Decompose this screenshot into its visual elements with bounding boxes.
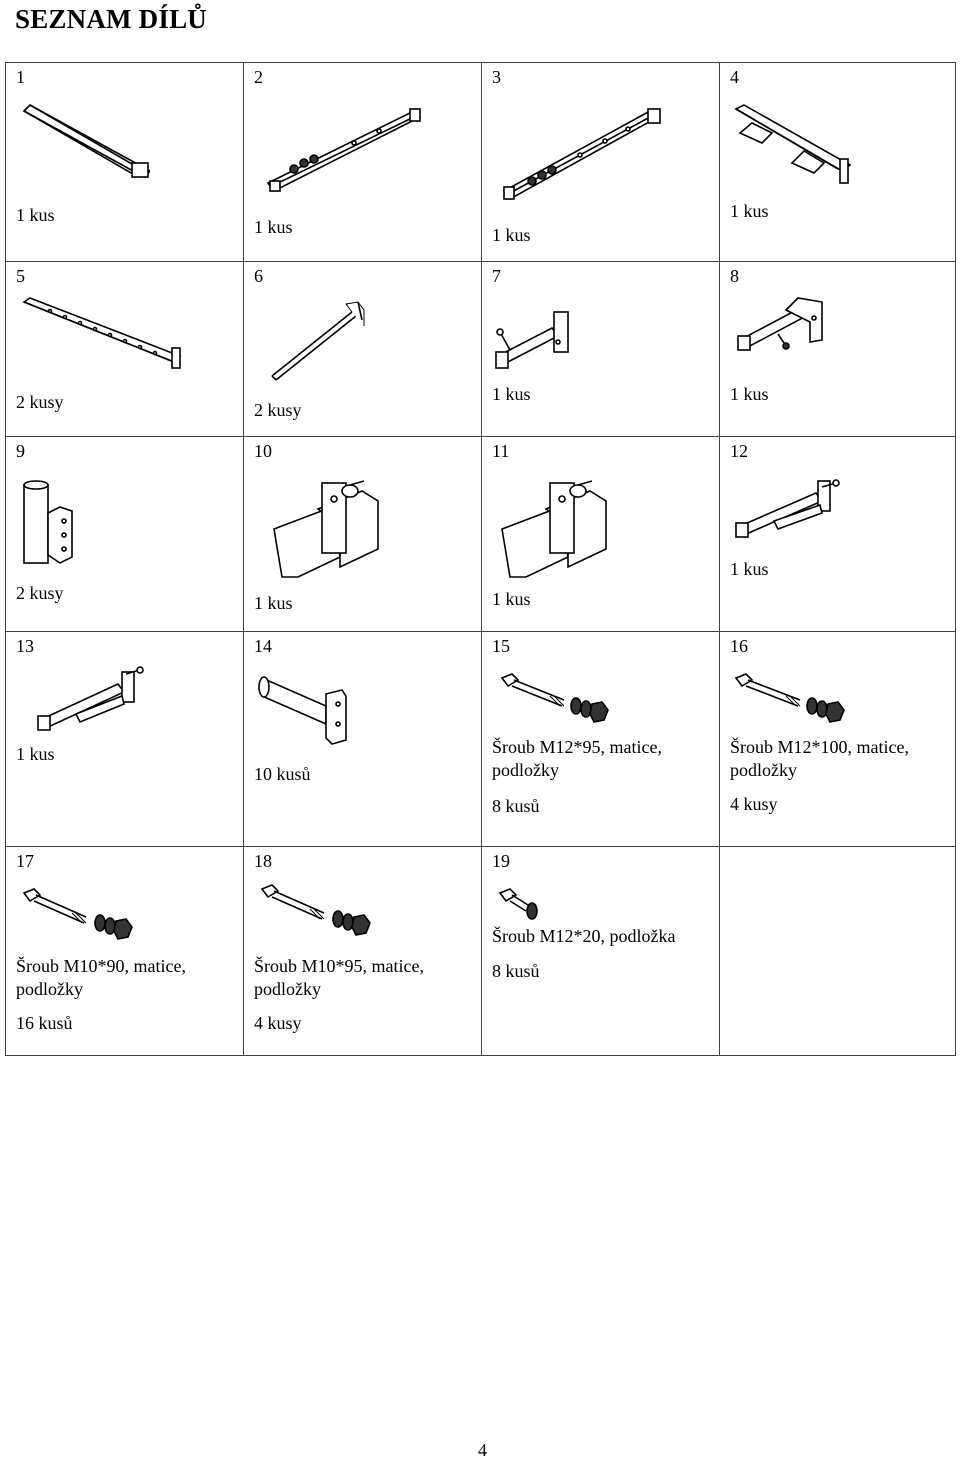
part-quantity: 1 kus xyxy=(730,384,769,404)
part-number: 6 xyxy=(254,266,263,286)
part-cell-14 xyxy=(244,632,482,847)
part-quantity: 2 kusy xyxy=(16,583,64,603)
short-bolt-icon xyxy=(496,885,546,925)
part-number: 7 xyxy=(492,266,501,286)
part-cell-6 xyxy=(244,262,482,437)
part-cell-18 xyxy=(244,847,482,1056)
bolt-set-icon xyxy=(258,881,378,941)
page-title: SEZNAM DÍLŮ xyxy=(15,4,207,34)
part-cell-8 xyxy=(720,262,956,437)
part-number: 12 xyxy=(730,441,748,461)
part-description: Šroub M10*95, matice, podložky xyxy=(254,956,424,999)
part-number: 10 xyxy=(254,441,272,461)
part-quantity: 1 kus xyxy=(16,205,55,225)
part-quantity: 1 kus xyxy=(254,593,293,613)
long-rod-icon xyxy=(266,298,371,383)
part-quantity: 1 kus xyxy=(254,217,293,237)
pad-holder-icon xyxy=(496,477,621,587)
part-number: 16 xyxy=(730,636,748,656)
part-quantity: 8 kusů xyxy=(492,796,540,816)
bracket-arm-icon xyxy=(734,294,829,359)
bracket-arm-icon xyxy=(492,302,587,377)
part-number: 1 xyxy=(16,67,25,87)
part-quantity: 1 kus xyxy=(730,201,769,221)
part-quantity: 2 kusy xyxy=(254,400,302,420)
part-cell-16 xyxy=(720,632,956,847)
pad-holder-icon xyxy=(268,477,393,587)
part-quantity: 8 kusů xyxy=(492,961,540,981)
perforated-upright-icon xyxy=(20,296,185,371)
part-cell-5 xyxy=(6,262,244,437)
part-quantity: 1 kus xyxy=(730,559,769,579)
crossbar-with-handles-icon xyxy=(732,103,852,188)
part-quantity: 4 kusy xyxy=(254,1013,302,1033)
part-cell-15 xyxy=(482,632,720,847)
part-number: 5 xyxy=(16,266,25,286)
part-number: 17 xyxy=(16,851,34,871)
part-number: 15 xyxy=(492,636,510,656)
part-cell-17 xyxy=(6,847,244,1056)
part-number: 8 xyxy=(730,266,739,286)
arm-with-handle-icon xyxy=(34,666,149,736)
bolt-set-icon xyxy=(732,670,852,725)
arm-with-handle-icon xyxy=(732,477,847,542)
part-quantity: 1 kus xyxy=(16,744,55,764)
part-cell-13 xyxy=(6,632,244,847)
part-cell-19 xyxy=(482,847,720,1056)
part-cell-4 xyxy=(720,63,956,262)
part-number: 13 xyxy=(16,636,34,656)
bolt-set-icon xyxy=(20,885,140,945)
part-description: Šroub M12*95, matice, podložky xyxy=(492,737,662,780)
empty-cell xyxy=(720,847,956,1056)
part-description: Šroub M12*20, podložka xyxy=(492,926,676,946)
part-quantity: 2 kusy xyxy=(16,392,64,412)
part-cell-1 xyxy=(6,63,244,262)
parts-table xyxy=(5,62,956,1056)
part-number: 19 xyxy=(492,851,510,871)
part-quantity: 4 kusy xyxy=(730,794,778,814)
part-cell-12 xyxy=(720,437,956,632)
crossbar-with-bolts-icon xyxy=(500,103,665,208)
sleeve-with-plate-icon xyxy=(20,479,80,567)
part-quantity: 10 kusů xyxy=(254,764,311,784)
weight-post-icon xyxy=(256,668,351,748)
part-cell-10 xyxy=(244,437,482,632)
part-cell-2 xyxy=(244,63,482,262)
part-cell-7 xyxy=(482,262,720,437)
part-quantity: 16 kusů xyxy=(16,1013,73,1033)
page-number: 4 xyxy=(478,1440,487,1460)
straight-tube-icon xyxy=(20,101,150,181)
part-cell-11 xyxy=(482,437,720,632)
part-number: 11 xyxy=(492,441,510,461)
bolt-set-icon xyxy=(498,670,618,725)
part-number: 2 xyxy=(254,67,263,87)
part-cell-9 xyxy=(6,437,244,632)
part-cell-3 xyxy=(482,63,720,262)
part-number: 4 xyxy=(730,67,739,87)
part-quantity: 1 kus xyxy=(492,225,531,245)
part-description: Šroub M12*100, matice, podložky xyxy=(730,737,909,780)
part-description: Šroub M10*90, matice, podložky xyxy=(16,956,186,999)
part-number: 9 xyxy=(16,441,25,461)
crossbar-with-bolts-icon xyxy=(264,103,424,198)
part-number: 14 xyxy=(254,636,272,656)
part-number: 3 xyxy=(492,67,501,87)
part-number: 18 xyxy=(254,851,272,871)
part-quantity: 1 kus xyxy=(492,384,531,404)
part-quantity: 1 kus xyxy=(492,589,531,609)
